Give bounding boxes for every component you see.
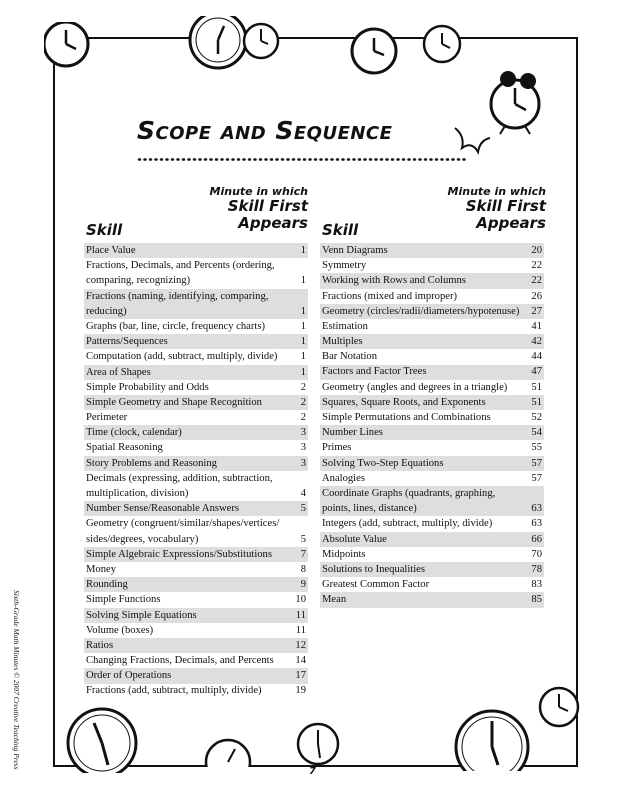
skill-name: Decimals (expressing, addition, subtraction, multiplication, division) (86, 472, 273, 500)
alarm-clock-icon (450, 66, 550, 166)
table-row (84, 684, 308, 699)
skill-name: Simple Probability and Odds (86, 381, 209, 393)
skill-name: Solving Two-Step Equations (322, 457, 444, 469)
minute-number: 51 (531, 381, 542, 393)
skill-name: Fractions (mixed and improper) (322, 290, 458, 302)
table-row (320, 395, 544, 410)
minute-number: 1 (300, 351, 306, 363)
table-row (320, 456, 544, 471)
table-row (84, 349, 308, 364)
table-row (320, 532, 544, 547)
minute-number: 5 (300, 503, 306, 515)
skill-name: Ratios (86, 639, 114, 651)
table-row (84, 592, 308, 607)
minute-number: 1 (300, 366, 306, 378)
table-row (84, 425, 308, 440)
minute-number: 1 (300, 305, 306, 317)
minute-number: 63 (531, 518, 542, 530)
minute-number: 2 (300, 396, 306, 408)
skill-name: Greatest Common Factor (322, 579, 430, 591)
table-row (320, 410, 544, 425)
skill-name: Primes (322, 442, 352, 454)
table-row (84, 380, 308, 395)
table-row (84, 365, 308, 380)
minute-number: 78 (531, 563, 542, 575)
minute-number: 2 (300, 381, 306, 393)
skill-name: Simple Algebraic Expressions/Substitutions (86, 548, 272, 560)
minute-number: 4 (300, 488, 306, 500)
table-row (320, 258, 544, 273)
table-row (320, 334, 544, 349)
skill-name: Volume (boxes) (86, 624, 154, 636)
table-row (84, 623, 308, 638)
table-row (320, 440, 544, 455)
minute-number: 3 (300, 427, 306, 439)
minute-number: 47 (531, 366, 542, 378)
skill-name: Computation (add, subtract, multiply, divide) (86, 351, 278, 363)
skill-name: Absolute Value (322, 533, 387, 545)
right-skills-table (320, 243, 544, 608)
table-row (320, 243, 544, 258)
skill-name: Story Problems and Reasoning (86, 457, 217, 469)
skill-name: Factors and Factor Trees (322, 366, 427, 378)
skill-name: Mean (322, 594, 347, 606)
minute-number: 11 (295, 609, 306, 621)
skill-name: Simple Geometry and Shape Recognition (86, 396, 262, 408)
minute-number: 54 (531, 427, 542, 439)
skill-name: Area of Shapes (86, 366, 151, 378)
minute-number: 3 (300, 457, 306, 469)
skill-name: Multiples (322, 336, 363, 348)
skill-name: Solutions to Inequalities (322, 563, 425, 575)
table-row (84, 547, 308, 562)
minute-number: 1 (300, 320, 306, 332)
table-row (84, 562, 308, 577)
skill-name: Perimeter (86, 412, 128, 424)
page-number: 7 (309, 766, 316, 777)
skill-name: Simple Permutations and Combinations (322, 412, 491, 424)
table-row (84, 471, 308, 501)
minute-number: 63 (531, 503, 542, 515)
minute-header-line1: Minute in which (209, 185, 308, 198)
table-row (320, 577, 544, 592)
minute-number: 42 (531, 336, 542, 348)
skill-name: Working with Rows and Columns (322, 275, 466, 287)
minute-number: 14 (295, 655, 306, 667)
table-row (84, 258, 308, 288)
clock-icon (349, 26, 399, 76)
skill-name: Coordinate Graphs (quadrants, graphing, points, lines, distance) (322, 487, 496, 515)
clock-icon (44, 22, 94, 72)
skill-name: Patterns/Sequences (86, 336, 168, 348)
table-row (84, 577, 308, 592)
minute-number: 1 (300, 336, 306, 348)
page-title: Scope and Sequence (137, 116, 393, 145)
table-row (84, 319, 308, 334)
table-row (320, 425, 544, 440)
skill-name: Number Sense/Reasonable Answers (86, 503, 239, 515)
table-row (84, 440, 308, 455)
minute-header-line2: Skill First (465, 197, 546, 215)
side-credit: Sixth-Grade Math Minutes © 2007 Creative Teaching Press (12, 590, 21, 770)
minute-number: 3 (300, 442, 306, 454)
skill-name: Integers (add, subtract, multiply, divide) (322, 518, 493, 530)
skill-name: Geometry (congruent/similar/shapes/vertices/ sides/degrees, vocabulary) (86, 518, 280, 545)
skill-name: Venn Diagrams (322, 244, 388, 256)
skill-name: Money (86, 563, 117, 575)
skill-name: Estimation (322, 320, 368, 332)
skill-name: Solving Simple Equations (86, 609, 197, 621)
minute-number: 7 (300, 548, 306, 560)
minute-header-line3: Appears (238, 214, 308, 232)
minute-number: 2 (300, 412, 306, 424)
left-skills-table (84, 243, 308, 699)
minute-number: 20 (531, 244, 542, 256)
table-row (320, 592, 544, 607)
table-row (84, 456, 308, 471)
skill-name: Fractions, Decimals, and Percents (ordering, comparing, recognizing) (86, 260, 275, 287)
minute-number: 52 (531, 412, 542, 424)
clock-icon (242, 22, 280, 60)
clock-icon (537, 685, 581, 729)
skill-name: Geometry (angles and degrees in a triangle) (322, 381, 508, 393)
skill-name: Time (clock, calendar) (86, 427, 182, 439)
table-row (320, 273, 544, 288)
table-row (320, 365, 544, 380)
table-row (320, 486, 544, 516)
skill-name: Simple Functions (86, 594, 161, 606)
table-row (320, 380, 544, 395)
minute-number: 70 (531, 548, 542, 560)
minute-number: 8 (300, 563, 306, 575)
table-row (84, 638, 308, 653)
minute-number: 1 (300, 275, 306, 287)
skill-name: Graphs (bar, line, circle, frequency charts) (86, 320, 265, 332)
minute-number: 5 (300, 533, 306, 545)
minute-number: 51 (531, 396, 542, 408)
minute-number: 85 (531, 594, 542, 606)
table-row (84, 668, 308, 683)
table-row (320, 547, 544, 562)
minute-number: 55 (531, 442, 542, 454)
skill-name: Spatial Reasoning (86, 442, 163, 454)
skill-name: Fractions (naming, identifying, comparing, reducing) (86, 290, 269, 317)
minute-number: 9 (300, 579, 306, 591)
table-row (320, 562, 544, 577)
minute-number: 22 (531, 260, 542, 272)
minute-header-line1: Minute in which (447, 185, 546, 198)
table-row (84, 289, 308, 319)
clock-icon (64, 705, 140, 773)
minute-header-line3: Appears (476, 214, 546, 232)
skill-name: Place Value (86, 244, 136, 256)
dotted-rule (137, 157, 467, 162)
skill-name: Fractions (add, subtract, multiply, divide) (86, 685, 262, 697)
clock-icon (452, 707, 532, 771)
minute-number: 41 (531, 320, 542, 332)
table-row (320, 471, 544, 486)
clock-icon (188, 16, 248, 74)
table-row (320, 319, 544, 334)
skill-name: Geometry (circles/radii/diameters/hypotenuse) (322, 305, 520, 317)
table-row (84, 243, 308, 258)
skill-header-left: Skill (86, 221, 123, 239)
minute-header-left (170, 186, 308, 231)
clock-icon (294, 720, 342, 766)
skill-name: Squares, Square Roots, and Exponents (322, 396, 486, 408)
table-row (84, 395, 308, 410)
clock-icon (203, 737, 253, 767)
minute-header-right (408, 186, 546, 231)
minute-number: 83 (531, 579, 542, 591)
table-row (84, 608, 308, 623)
table-row (84, 334, 308, 349)
skill-name: Rounding (86, 579, 128, 591)
minute-number: 27 (531, 305, 542, 317)
minute-number: 12 (295, 639, 306, 651)
minute-number: 19 (295, 685, 306, 697)
skill-name: Midpoints (322, 548, 366, 560)
table-row (84, 410, 308, 425)
minute-number: 66 (531, 533, 542, 545)
minute-number: 17 (295, 670, 306, 682)
skill-name: Analogies (322, 472, 365, 484)
table-row (84, 516, 308, 546)
clock-icon (419, 24, 465, 64)
minute-number: 11 (295, 624, 306, 636)
skill-name: Symmetry (322, 260, 367, 272)
minute-number: 10 (295, 594, 306, 606)
minute-number: 57 (531, 457, 542, 469)
skill-name: Number Lines (322, 427, 383, 439)
minute-number: 57 (531, 472, 542, 484)
minute-header-line2: Skill First (227, 197, 308, 215)
skill-header-right: Skill (322, 221, 359, 239)
minute-number: 22 (531, 275, 542, 287)
minute-number: 26 (531, 290, 542, 302)
table-row (320, 304, 544, 319)
minute-number: 44 (531, 351, 542, 363)
skill-name: Order of Operations (86, 670, 172, 682)
minute-number: 1 (300, 244, 306, 256)
table-row (320, 349, 544, 364)
table-row (84, 653, 308, 668)
table-row (320, 516, 544, 531)
table-row (84, 501, 308, 516)
skill-name: Changing Fractions, Decimals, and Percents (86, 655, 274, 667)
table-row (320, 289, 544, 304)
skill-name: Bar Notation (322, 351, 378, 363)
